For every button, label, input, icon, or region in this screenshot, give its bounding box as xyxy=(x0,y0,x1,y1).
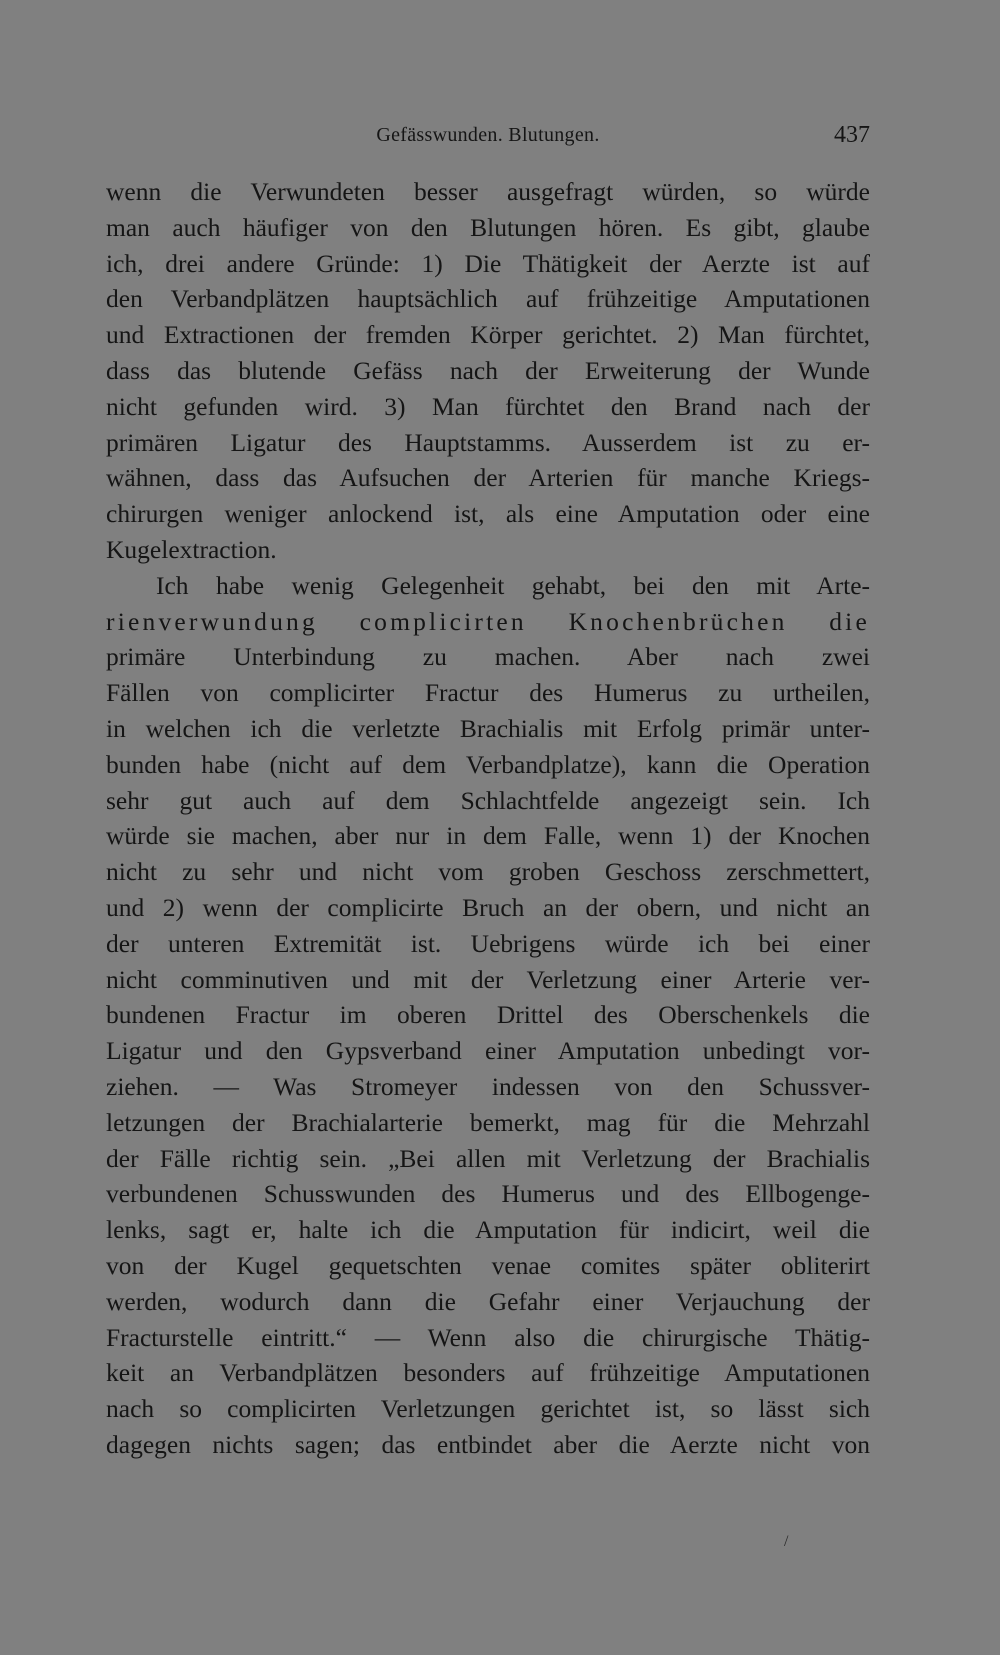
text-line: wähnen, dass das Aufsuchen der Arterien für manche Kriegs- xyxy=(106,463,870,493)
text-line: Kugelextraction. xyxy=(106,534,277,564)
text-line: nicht comminutiven und mit der Verletzung einer Arterie ver- xyxy=(106,964,870,994)
page-number: 437 xyxy=(834,122,870,148)
text-line: verbundenen Schusswunden des Humerus und des Ellbogenge- xyxy=(106,1179,870,1209)
text-line: primäre Unterbindung zu machen. Aber nach zwei xyxy=(106,642,870,672)
text-line: den Verbandplätzen hauptsächlich auf frühzeitige Amputationen xyxy=(106,284,870,314)
text-line: ziehen. — Was Stromeyer indessen von den Schussver- xyxy=(106,1071,870,1101)
text-line: keit an Verbandplätzen besonders auf frühzeitige Amputationen xyxy=(106,1358,870,1388)
text-line: bunden habe (nicht auf dem Verbandplatze), kann die Operation xyxy=(106,749,870,779)
running-head xyxy=(106,120,870,152)
text-line: dagegen nichts sagen; das entbindet aber die Aerzte nicht von xyxy=(106,1429,870,1459)
text-line: man auch häufiger von den Blutungen hören. Es gibt, glaube xyxy=(106,212,870,242)
body-text xyxy=(106,174,870,1463)
text-line: letzungen der Brachialarterie bemerkt, mag für die Mehrzahl xyxy=(106,1107,870,1137)
text-line: Fracturstelle eintritt.“ — Wenn also die chirurgische Thätig- xyxy=(106,1322,870,1352)
text-line: würde sie machen, aber nur in dem Falle, wenn 1) der Knochen xyxy=(106,821,870,851)
text-line: primären Ligatur des Hauptstamms. Ausserdem ist zu er- xyxy=(106,427,870,457)
text-line: bundenen Fractur im oberen Drittel des Oberschenkels die xyxy=(106,1000,870,1030)
text-line: der unteren Extremität ist. Uebrigens würde ich bei einer xyxy=(106,928,870,958)
text-line: chirurgen weniger anlockend ist, als eine Amputation oder eine xyxy=(106,499,870,529)
text-line: und 2) wenn der complicirte Bruch an der obern, und nicht an xyxy=(106,892,870,922)
text-line: von der Kugel gequetschten venae comites später obliterirt xyxy=(106,1250,870,1280)
text-line: nicht zu sehr und nicht vom groben Geschoss zerschmettert, xyxy=(106,857,870,887)
text-line: Ligatur und den Gypsverband einer Amputation unbedingt vor- xyxy=(106,1036,870,1066)
stray-mark: / xyxy=(784,1533,789,1550)
text-line: lenks, sagt er, halte ich die Amputation für indicirt, weil die xyxy=(106,1215,870,1245)
text-line: Ich habe wenig Gelegenheit gehabt, bei den mit Arte- xyxy=(156,570,870,600)
text-line: rienverwundung complicirten Knochenbrüchen die xyxy=(106,606,870,636)
text-line: nach so complicirten Verletzungen gerichtet ist, so lässt sich xyxy=(106,1394,870,1424)
text-line: Fällen von complicirter Fractur des Humerus zu urtheilen, xyxy=(106,678,870,708)
text-line: sehr gut auch auf dem Schlachtfelde angezeigt sein. Ich xyxy=(106,785,870,815)
text-line: in welchen ich die verletzte Brachialis mit Erfolg primär unter- xyxy=(106,713,870,743)
text-line: und Extractionen der fremden Körper gerichtet. 2) Man fürchtet, xyxy=(106,320,870,350)
text-line: werden, wodurch dann die Gefahr einer Verjauchung der xyxy=(106,1286,870,1316)
text-line: dass das blutende Gefäss nach der Erweiterung der Wunde xyxy=(106,355,870,385)
text-line: ich, drei andere Gründe: 1) Die Thätigkeit der Aerzte ist auf xyxy=(106,248,870,278)
text-line: nicht gefunden wird. 3) Man fürchtet den Brand nach der xyxy=(106,391,870,421)
text-line: der Fälle richtig sein. „Bei allen mit Verletzung der Brachialis xyxy=(106,1143,870,1173)
running-title: Gefässwunden. Blutungen. xyxy=(376,124,600,146)
text-line: wenn die Verwundeten besser ausgefragt würden, so würde xyxy=(106,177,870,206)
